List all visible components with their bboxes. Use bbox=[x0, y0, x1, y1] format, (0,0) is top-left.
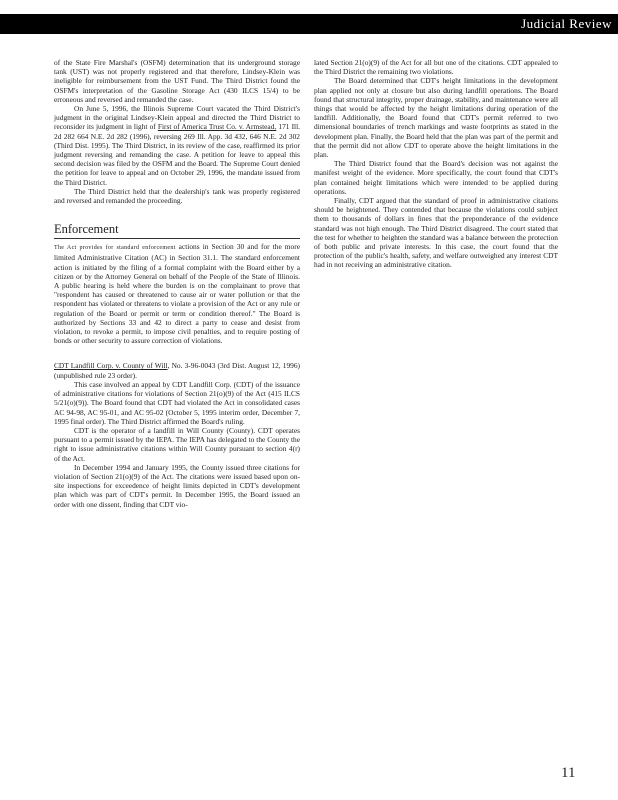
paragraph: lated Section 21(o)(9) of the Act for all but one of the citations. CDT appealed to the Third District the remaining two violations. bbox=[314, 58, 558, 77]
header-title: Judicial Review bbox=[521, 16, 612, 31]
page-number: 11 bbox=[561, 765, 576, 781]
paragraph-text: 171 Ill. 2d 282 664 N.E. 2d 282 (1996), reversing 269 Ill. App. 3d 432, 646 N.E. 2d 302 (Third Dist. 1995). The Third District, in its review of the case, reaffirmed its prior judgment reversing and remanding the case. A petition for leave to appeal this second decision was filed by the OSFM and the Board. The Supreme Court denied the petition for leave to appeal and on October 29, 1996, the mandate issued from the Third District. bbox=[54, 122, 300, 187]
paragraph: The Board determined that CDT's height limitations in the development plan applied not only at closure but also during landfill operations. The Board found that structural integrity, proper drainage, stability, and maintenance were all things that would be affected by the height limitations during operation of the landfill. Additionally, the Board found that CDT's permit referred to two dimensional boundaries of trench markings and waste footprints as stated in the development plan. Finally, the Board held that the plan was part of the permit and that the permit did not allow CDT to operate above the height limitations in the plan. bbox=[314, 76, 558, 160]
case-citation-text: , No. 3-96-0043 (3rd Dist. August 12, 1996)(unpublished rule 23 order). bbox=[54, 361, 301, 380]
small-caps-lead: The Act provides for standard enforcement bbox=[54, 245, 176, 252]
right-column bbox=[314, 58, 558, 270]
paragraph: The Third District held that the dealership's tank was properly registered and reversed and remanded the proceeding. bbox=[54, 186, 300, 206]
paragraph: Finally, CDT argued that the standard of proof in administrative citations should be heightened. They contended that because the violations could subject them to thousands of dollars in fines that the preponderance of the evidence standard was not high enough. The Third District disagreed. The court stated that the test for whether to heighten the standard was a balance between the protection of both public and private interests. In this case, the court found that the protection of the public's health, safety, and welfare outweighed any interest CDT had in not receiving an administrative citation. bbox=[314, 196, 558, 270]
paragraph-text: actions in Section 30 and for the more limited Administrative Citation (AC) in Section 31.1. The standard enforcement action is initiated by the filing of a formal complaint with the Board either by a citizen or by the Attorney General on behalf of the People of the State of Illinois. A public hearing is held where the burden is on the complainant to prove that "respondent has caused or threatened to cause air or water pollution or that the respondent has violated or threatens to violate a provision of the Act or any rule or regulation of the Board or permit or term or condition thereof." The Board is authorized by Sections 33 and 42 to direct a party to cease and desist from violation, to revoke a permit, to impose civil penalties, and to require posting of bonds or other security to assure correction of violations. bbox=[54, 242, 300, 346]
paragraph: In December 1994 and January 1995, the County issued three citations for violation of Section 21(o)(9) of the Act. The citations were issued based upon on-site inspections for exceedence of height limits depicted in CDT's development plan which was part of CDT's permit. In December 1995, the Board issued an order with one dissent, finding that CDT vio- bbox=[54, 462, 300, 509]
header-banner bbox=[0, 14, 618, 34]
paragraph bbox=[54, 242, 300, 345]
paragraph: of the State Fire Marshal's (OSFM) determination that its underground storage tank (UST) was not properly registered and that therefore, Lindsey-Klein was ineligible for reimbursement from the UST Fund. The Third District found the OSFM's interpretation of the Gasoline Storage Act (430 ILCS 15/4) to be erroneous and reversed and remanded the case. bbox=[54, 58, 300, 104]
paragraph: This case involved an appeal by CDT Landfill Corp. (CDT) of the issuance of administrative citations for violations of Section 21(o)(9) of the Act (415 ILCS 5/21(o)(9)). The Board found that CDT had violated the Act in consolidated cases AC 94-98, AC 95-01, and AC 95-02 (October 5, 1995 interim order, December 7, 1995 final order). The Third District affirmed the Board's ruling. bbox=[54, 379, 300, 426]
paragraph: The Third District found that the Board's decision was not against the manifest weight of the evidence. More specifically, the court found that CDT's plan contained height limitations which were intended to be applied during operations. bbox=[314, 159, 558, 196]
paragraph bbox=[54, 104, 300, 187]
case-citation: First of America Trust Co. v. Armstead, bbox=[157, 122, 277, 132]
case-heading bbox=[54, 361, 300, 379]
paragraph-text: On June 5, 1996, the Illinois Supreme Court vacated the Third District's judgment in the original Lindsey-Klein appeal and directed the Third District to reconsider its judgment in light of bbox=[54, 104, 300, 132]
case-name: CDT Landfill Corp. v. County of Will bbox=[54, 361, 168, 371]
paragraph: CDT is the operator of a landfill in Will County (County). CDT operates pursuant to a permit issued by the IEPA. The IEPA has delegated to the County the right to issue administrative citations within Will County pursuant to section 4(r) of the Act. bbox=[54, 425, 300, 463]
section-heading: Enforcement bbox=[54, 222, 300, 239]
left-column bbox=[54, 58, 300, 509]
